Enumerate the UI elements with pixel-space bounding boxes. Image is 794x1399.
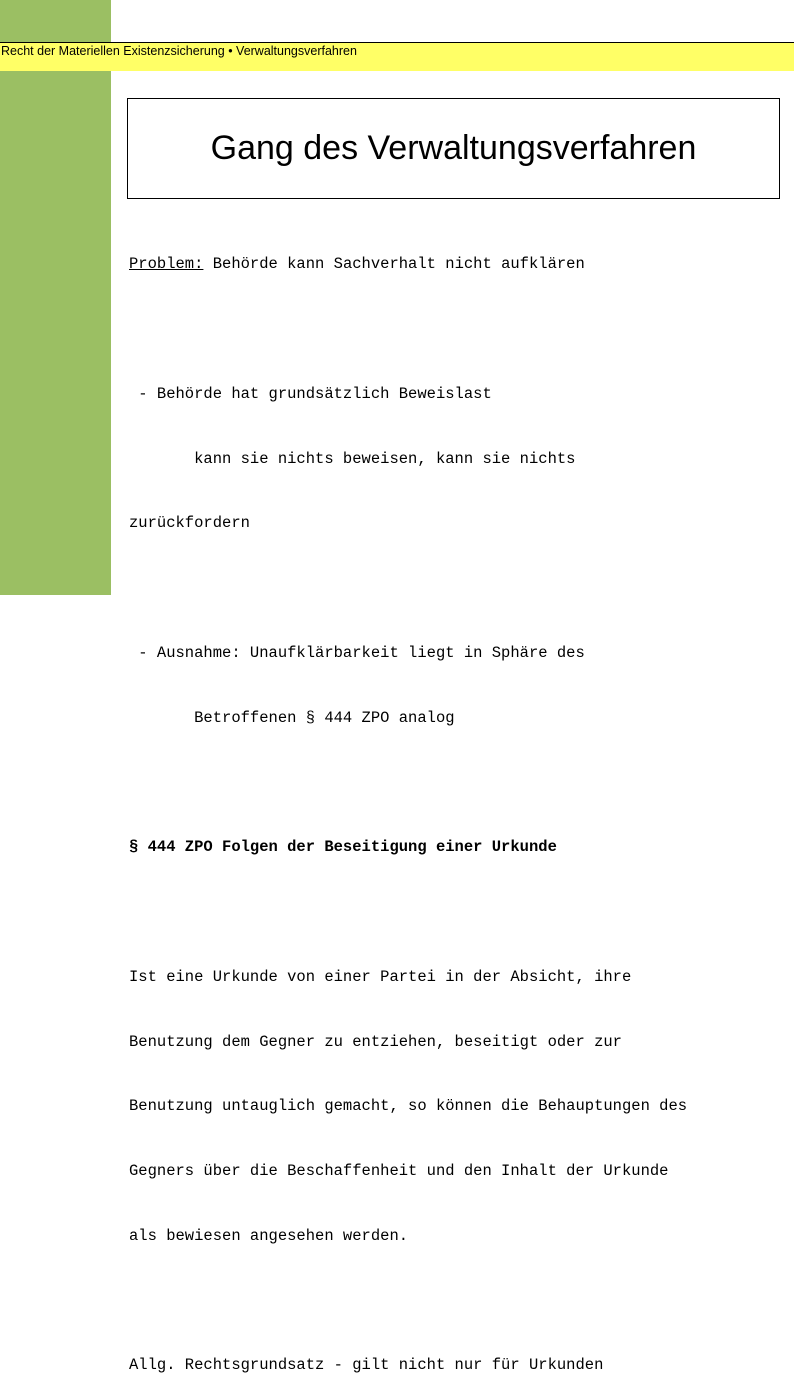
blank-line (129, 1291, 789, 1313)
blank-line (129, 772, 789, 794)
point2-line1: - Ausnahme: Unaufklärbarkeit liegt in Sphäre des (129, 643, 585, 662)
section-heading: § 444 ZPO Folgen der Beseitigung einer Urkunde (129, 838, 557, 857)
point1-line1: - Behörde hat grundsätzlich Beweislast (129, 384, 492, 403)
point1-line3: zurückfordern (129, 514, 250, 533)
blank-line (129, 578, 789, 600)
green-sidebar (0, 0, 111, 595)
problem-line (129, 254, 789, 276)
header-bar (0, 43, 794, 71)
slide-body (129, 211, 789, 1399)
header-title: Recht der Materiellen Existenzsicherung • Verwaltungsverfahren (1, 44, 357, 58)
paragraph-line5: als bewiesen angesehen werden. (129, 1226, 409, 1245)
blank-line (129, 319, 789, 341)
slide-title-box (127, 98, 780, 199)
point2-line2: Betroffenen § 444 ZPO analog (129, 708, 455, 727)
paragraph-line1: Ist eine Urkunde von einer Partei in der Absicht, ihre (129, 967, 632, 986)
blank-line (129, 902, 789, 924)
last-line: Allg. Rechtsgrundsatz - gilt nicht nur für Urkunden (129, 1356, 604, 1375)
paragraph-line3: Benutzung untauglich gemacht, so können die Behauptungen des (129, 1097, 688, 1116)
point1-line2: kann sie nichts beweisen, kann sie nichts (129, 449, 576, 468)
problem-label: Problem: (129, 255, 204, 274)
slide-title: Gang des Verwaltungsverfahren (210, 129, 697, 167)
problem-text: Behörde kann Sachverhalt nicht aufklären (203, 255, 585, 274)
paragraph-line2: Benutzung dem Gegner zu entziehen, beseitigt oder zur (129, 1032, 622, 1051)
paragraph-line4: Gegners über die Beschaffenheit und den Inhalt der Urkunde (129, 1162, 669, 1181)
